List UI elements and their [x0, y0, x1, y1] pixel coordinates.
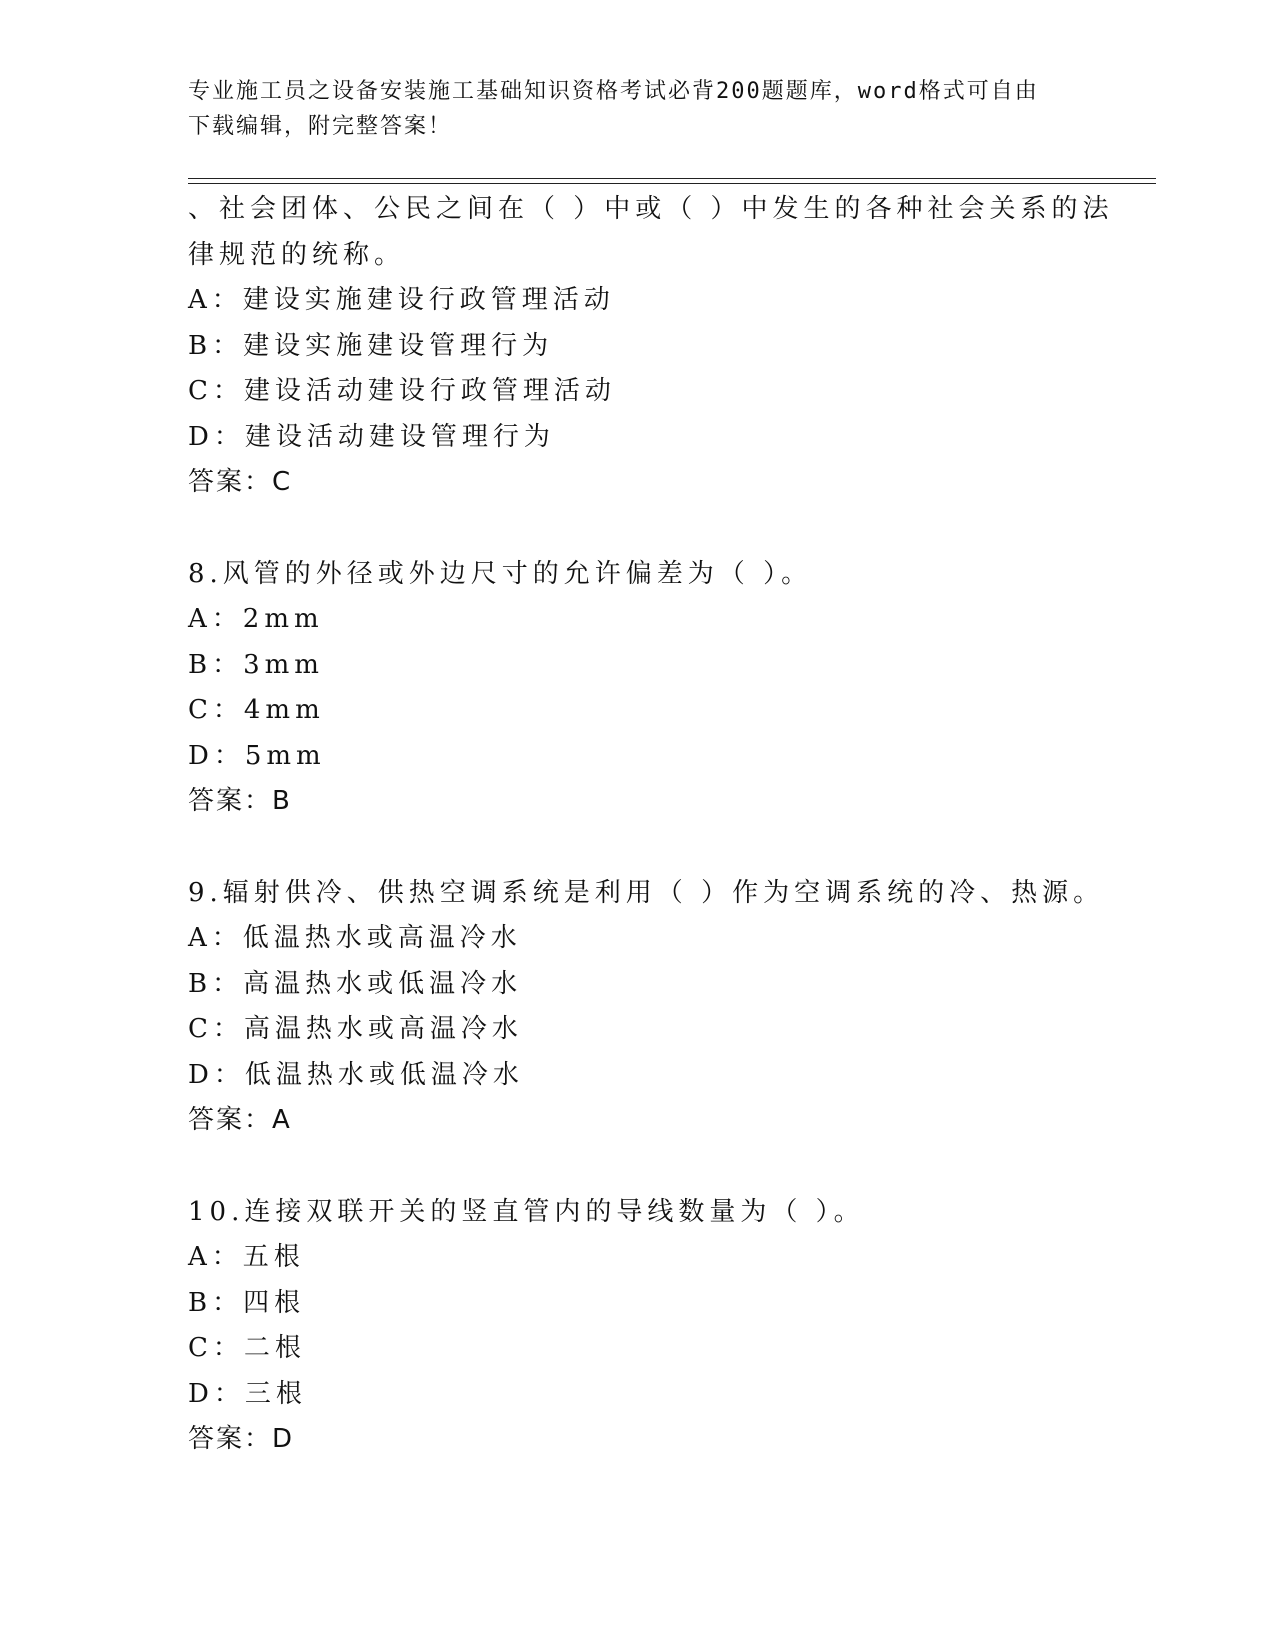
spacer: [188, 1144, 1088, 1190]
option-a: A：五根: [188, 1242, 305, 1272]
option-b: B：3mm: [188, 649, 324, 680]
question-text: 8.风管的外径或外边尺寸的允许偏差为（ ）。: [188, 558, 813, 589]
question-text-continued: 律规范的统称。: [188, 239, 406, 270]
option-a: A：建设实施建设行政管理活动: [188, 285, 615, 315]
question-text: 9.辐射供冷、供热空调系统是利用（ ）作为空调系统的冷、热源。: [188, 877, 1105, 908]
header-line-2: 下载编辑，附完整答案！: [188, 114, 453, 139]
answer: 答案：D: [188, 1424, 295, 1454]
spacer: [188, 506, 1088, 552]
option-d: D：低温热水或低温冷水: [188, 1059, 524, 1090]
question-7: [188, 187, 1114, 506]
question-8: [188, 552, 1088, 825]
header-rule-top: [188, 178, 1156, 179]
question-list: [188, 187, 1114, 1463]
answer: 答案：A: [188, 1105, 292, 1135]
option-c: C：二根: [188, 1333, 306, 1363]
option-b: B：建设实施建设管理行为: [188, 330, 554, 361]
option-d: D：三根: [188, 1378, 307, 1409]
option-c: C：高温热水或高温冷水: [188, 1014, 523, 1044]
option-d: D：建设活动建设管理行为: [188, 421, 555, 452]
answer: 答案：C: [188, 467, 293, 497]
question-text: 10.连接双联开关的竖直管内的导线数量为（ ）。: [188, 1196, 865, 1227]
answer: 答案：B: [188, 786, 292, 816]
question-10: [188, 1190, 1088, 1463]
option-a: A：2mm: [188, 604, 324, 634]
document-header: [188, 74, 1088, 144]
option-b: B：高温热水或低温冷水: [188, 968, 523, 999]
option-b: B：四根: [188, 1287, 306, 1318]
question-text: 、社会团体、公民之间在（ ）中或（ ）中发生的各种社会关系的法: [188, 194, 1114, 224]
option-c: C：4mm: [188, 695, 325, 725]
option-d: D：5mm: [188, 740, 326, 771]
header-rule-bottom: [188, 183, 1156, 184]
spacer: [188, 825, 1088, 871]
header-line-1: 专业施工员之设备安装施工基础知识资格考试必背200题题库，word格式可自由: [188, 79, 1039, 104]
question-9: [188, 871, 1105, 1144]
option-a: A：低温热水或高温冷水: [188, 923, 522, 953]
option-c: C：建设活动建设行政管理活动: [188, 376, 616, 406]
